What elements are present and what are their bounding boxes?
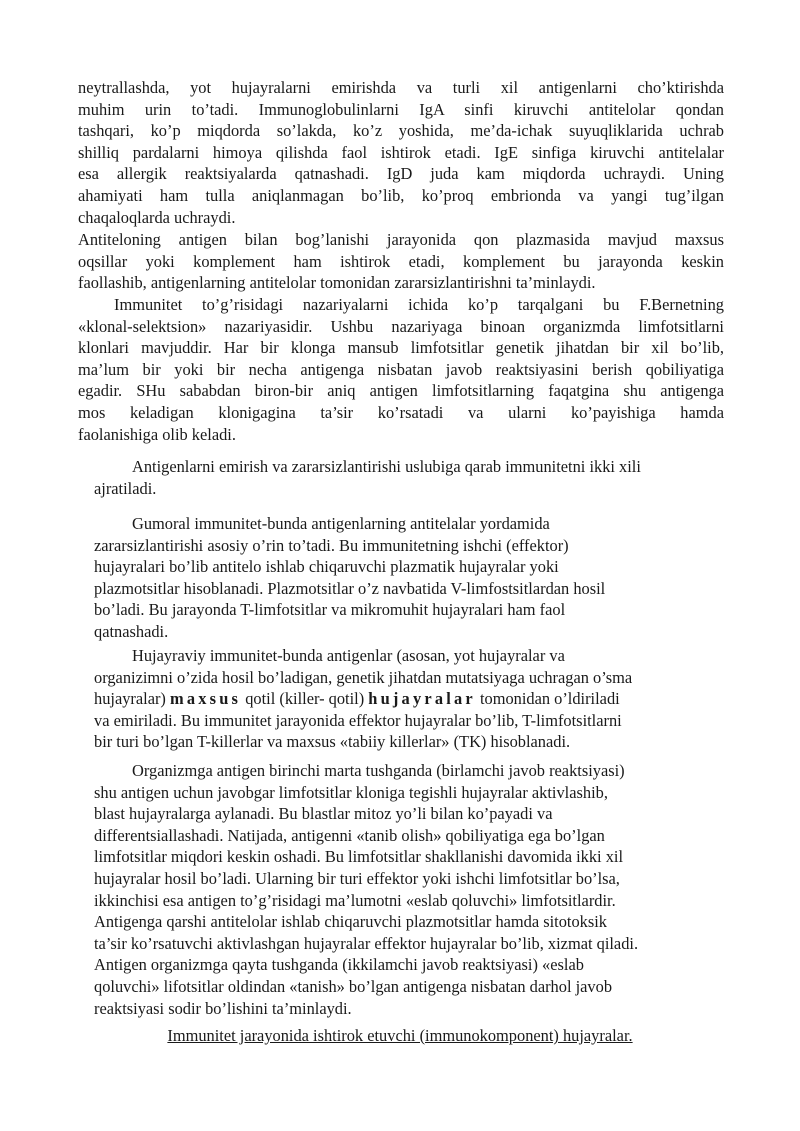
section-heading — [0, 1025, 800, 1047]
text-line: oqsillar yoki komplement ham ishtirok etadi, komplement bu jarayonda keskin — [78, 251, 724, 271]
text-span: Organizmga antigen birinchi marta tushganda (birlamchi javob reaktsiyasi) — [132, 761, 625, 780]
text-span: Immunitet to’g’risidagi nazariyalarni ichida ko’p tarqalgani bu F.Bernetning — [114, 295, 724, 314]
text-line: ahamiyati ham tulla aniqlanmagan bo’lib, ko’proq embrionda va yangi tug’ilgan — [78, 185, 724, 205]
text-line: bir turi bo’lgan T-killerlar va maxsus «tabiiy killerlar» (TK) hisoblanadi. — [94, 732, 571, 752]
text-line: faollashib, antigenlarning antitelolar tomonidan zararsizlantirishni ta’minlaydi. — [78, 273, 596, 293]
paragraph-cellular-immunity — [94, 645, 714, 753]
spaced-bold-word: maxsus — [170, 689, 242, 709]
text-line: esa allergik reaktsiyalarda qatnashadi. IgD juda kam miqdorda uchraydi. Uning — [78, 164, 724, 184]
text-line: «klonal-selektsion» nazariyasidir. Ushbu nazariyaga binoan organizmda limfotsitlarni — [78, 316, 724, 336]
text-span: Gumoral immunitet-bunda antigenlarning antitelalar yordamida — [132, 514, 550, 533]
section-heading-text: Immunitet jarayonida ishtirok etuvchi (immunokomponent) hujayralar. — [167, 1026, 633, 1045]
text-line: Antigen organizmga qayta tushganda (ikkilamchi javob reaktsiyasi) «eslab — [94, 955, 584, 975]
text-line: Antigenga qarshi antitelolar ishlab chiqaruvchi plazmotsitlar hamda sitotoksik — [94, 912, 607, 932]
paragraph-clonal-selection — [78, 294, 724, 445]
paragraph-immune-response — [94, 760, 722, 1019]
text-line — [78, 294, 724, 316]
text-line: mos keladigan klonigagina ta’sir ko’rsatadi va ularni ko’payishiga hamda — [78, 402, 724, 422]
paragraph-complement — [78, 229, 724, 294]
text-line — [94, 760, 722, 782]
text-line: chaqaloqlarda uchraydi. — [78, 207, 236, 227]
paragraph-immunoglobulins — [78, 77, 724, 228]
text-line: ma’lum bir yoki bir necha antigenga nisbatan javob reaktsiyasini berish qobiliyatiga — [78, 359, 724, 379]
text-line: organizimni o’zida hosil bo’ladigan, genetik jihatdan mutatsiyaga uchragan o’sma — [94, 667, 633, 687]
text-line: klonlari mavjuddir. Har bir klonga mansub limfotsitlar genetik jihatdan bir xil bo’lib, — [78, 338, 724, 358]
text-line: hujayralar hosil bo’ladi. Ularning bir turi effektor yoki ishchi limfotsitlar bo’lsa, — [94, 868, 620, 888]
text-line: qatnashadi. — [94, 621, 169, 641]
text-line — [94, 513, 714, 535]
text-line: reaktsiyasi sodir bo’lishini ta’minlaydi. — [94, 998, 352, 1018]
text-line — [94, 456, 714, 478]
text-line: blast hujayralarga aylanadi. Bu blastlar mitoz yo’li bilan ko’payadi va — [94, 804, 553, 824]
text-line: bo’ladi. Bu jarayonda T-limfotsitlar va mikromuhit hujayralari ham faol — [94, 600, 566, 620]
text-span: Antigenlarni emirish va zararsizlantirishi uslubiga qarab immunitetni ikki xili — [132, 457, 641, 476]
text-line: ta’sir ko’rsatuvchi aktivlashgan hujayralar effektor hujayralar bo’lib, xizmat qiladi. — [94, 933, 639, 953]
text-line: limfotsitlar miqdori keskin oshadi. Bu limfotsitlar shakllanishi davomida ikki xil — [94, 847, 624, 867]
text-line: tashqari, ko’p miqdorda so’lakda, ko’z yoshida, me’da-ichak suyuqliklarida uchrab — [78, 121, 724, 141]
spaced-bold-word: hujayralar — [368, 689, 476, 709]
text-line: faolanishiga olib keladi. — [78, 424, 236, 444]
text-line: Antiteloning antigen bilan bog’lanishi jarayonida qon plazmasida mavjud maxsus — [78, 230, 724, 249]
text-line: ikkinchisi esa antigen to’g’risidagi ma’lumotni «eslab qoluvchi» limfotsitlardir. — [94, 890, 616, 910]
text-span: hujayralar) — [94, 689, 170, 709]
text-line — [94, 645, 714, 667]
text-line: va emiriladi. Bu immunitet jarayonida effektor hujayralar bo’lib, T-limfotsitlarni — [94, 710, 622, 730]
text-span: qotil (killer- qotil) — [241, 689, 369, 709]
paragraph-immunity-types — [94, 456, 714, 499]
text-line: differentsiallashadi. Natijada, antigenni «tanib olish» qobiliyatiga ega bo’lgan — [94, 825, 605, 845]
text-line: qoluvchi» lifotsitlar oldindan «tanish» bo’lgan antigenga nisbatan darhol javob — [94, 976, 613, 996]
text-line: ajratiladi. — [94, 478, 157, 498]
text-span: Hujayraviy immunitet-bunda antigenlar (asosan, yot hujayralar va — [132, 646, 565, 665]
paragraph-humoral-immunity — [94, 513, 714, 643]
text-span: tomonidan o’ldiriladi — [475, 689, 620, 709]
text-line — [94, 688, 714, 710]
text-line: zararsizlantirishi asosiy o’rin to’tadi. Bu immunitetning ishchi (effektor) — [94, 535, 569, 555]
text-line: neytrallashda, yot hujayralarni emirishda va turli xil antigenlarni cho’ktirishda — [78, 78, 724, 97]
text-line: egadir. SHu sababdan biron-bir aniq antigen limfotsitlarning faqatgina shu antigenga — [78, 381, 724, 401]
text-line: plazmotsitlar hisoblanadi. Plazmotsitlar o’z navbatida V-limfostsitlardan hosil — [94, 578, 606, 598]
text-line: muhim urin to’tadi. Immunoglobulinlarni IgA sinfi kiruvchi antitelolar qondan — [78, 99, 724, 119]
text-line: hujayralari bo’lib antitelo ishlab chiqaruvchi plazmatik hujayralar yoki — [94, 557, 559, 577]
text-line: shu antigen uchun javobgar limfotsitlar kloniga tegishli hujayralar aktivlashib, — [94, 782, 608, 802]
text-line: shilliq pardalarni himoya qilishda faol ishtirok etadi. IgE sinfiga kiruvchi antitelalar — [78, 142, 724, 162]
